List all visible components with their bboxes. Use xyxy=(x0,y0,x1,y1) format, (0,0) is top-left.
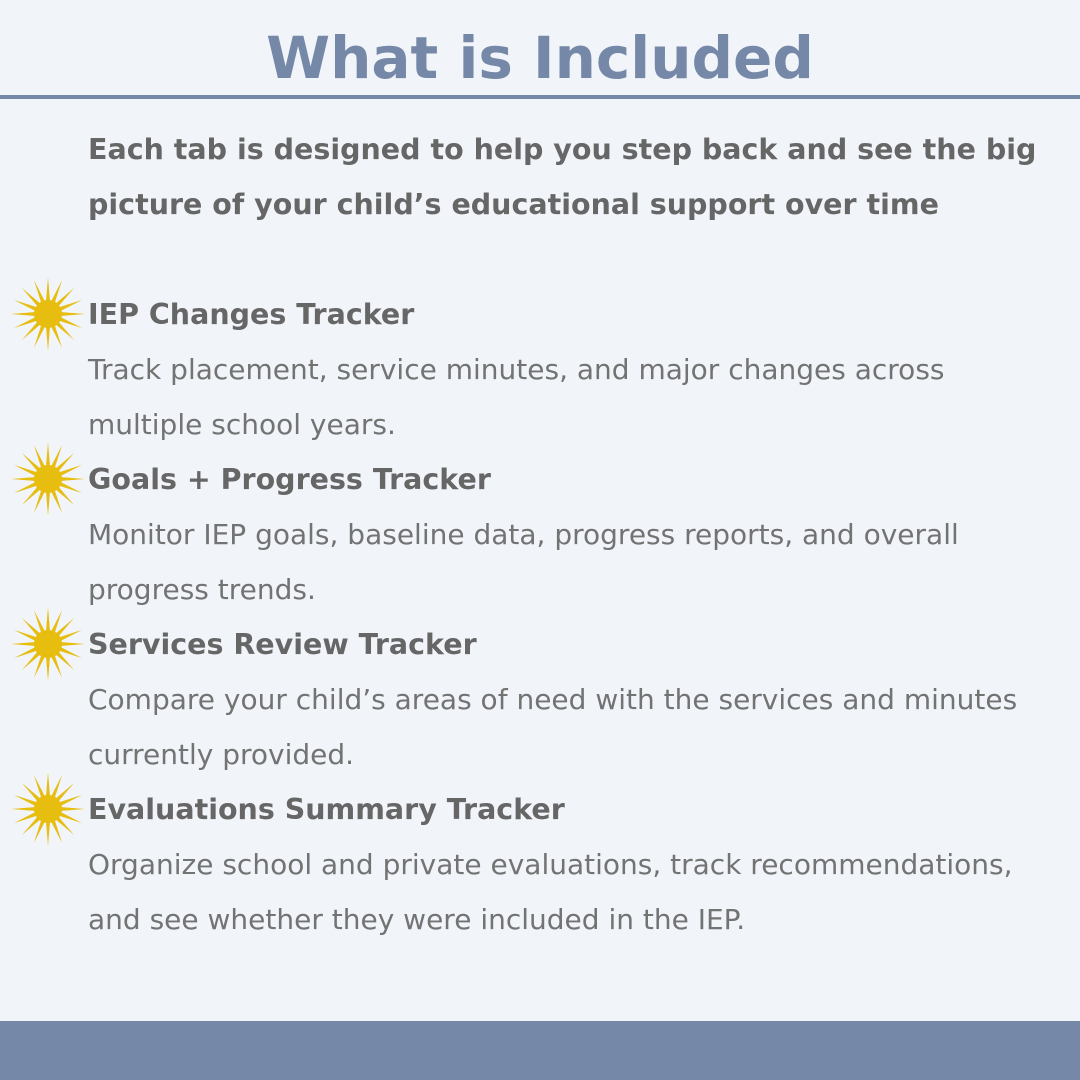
footer-bar xyxy=(0,1021,1080,1080)
starburst-icon xyxy=(10,276,86,352)
starburst-icon xyxy=(10,771,86,847)
item-description: Organize school and private evaluations, track recommendations, and see whether they were included in the IEP. xyxy=(88,848,1013,936)
item-heading: Evaluations Summary Tracker xyxy=(88,793,565,826)
item-description: Monitor IEP goals, baseline data, progress reports, and overall progress trends. xyxy=(88,518,959,606)
item-description: Compare your child’s areas of need with the services and minutes currently provided. xyxy=(88,683,1018,771)
starburst-icon xyxy=(10,606,86,682)
item-heading: Goals + Progress Tracker xyxy=(88,463,491,496)
intro-text: Each tab is designed to help you step back and see the big picture of your child’s educational support over time xyxy=(88,133,1037,221)
item-description: Track placement, service minutes, and major changes across multiple school years. xyxy=(88,353,945,441)
starburst-icon xyxy=(10,441,86,517)
title-divider xyxy=(0,95,1080,99)
item-heading: IEP Changes Tracker xyxy=(88,298,415,331)
item-heading: Services Review Tracker xyxy=(88,628,477,661)
page-title: What is Included xyxy=(266,24,814,92)
